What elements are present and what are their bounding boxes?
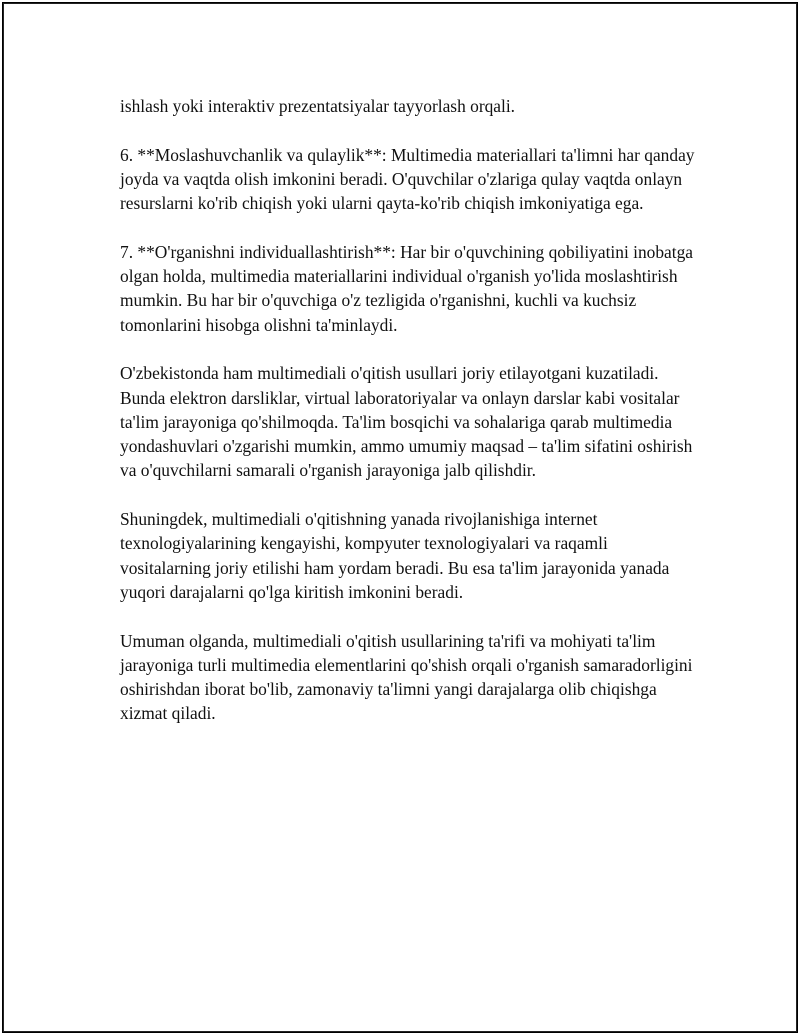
paragraph-item-6: 6. **Moslashuvchanlik va qulaylik**: Multimedia materiallari ta'limni har qanday joyda va vaqtda olish imkonini beradi. O'quvchilar o'zlariga qulay vaqtda onlayn resurslarni ko'rib chiqish yoki ularni qayta-ko'rib chiqish imkoniyatiga ega.	[120, 144, 695, 214]
document-body	[120, 94, 700, 750]
paragraph-uzbekistan: O'zbekistonda ham multimediali o'qitish usullari joriy etilayotgani kuzatiladi. Bunda elektron darsliklar, virtual laboratoriyalar va onlayn darslar kabi vositalar ta'lim jarayoniga qo'shilmoqda. Ta'lim bosqichi va sohalariga qarab multimedia yondashuvlari o'zgarishi mumkin, ammo umumiy maqsad – ta'lim sifatini oshirish va o'quvchilarni samarali o'rganish jarayoniga jalb qilishdir.	[120, 363, 693, 481]
paragraph-additionally: Shuningdek, multimediali o'qitishning yanada rivojlanishiga internet texnologiyalarining kengayishi, kompyuter texnologiyalari va raqamli vositalarning joriy etilishi ham yordam beradi. Bu esa ta'lim jarayonida yanada yuqori darajalarni qo'lga kiritish imkonini beradi.	[120, 509, 670, 602]
paragraph-item-7: 7. **O'rganishni individuallashtirish**: Har bir o'quvchining qobiliyatini inobatga olgan holda, multimedia materiallarini individual o'rganish yo'lida moslashtirish mumkin. Bu har bir o'quvchiga o'z tezligida o'rganishni, kuchli va kuchsiz tomonlarini hisobga olishni ta'minlaydi.	[120, 241, 694, 335]
paragraph-conclusion: Umuman olganda, multimediali o'qitish usullarining ta'rifi va mohiyati ta'lim jarayoniga turli multimedia elementlarini qo'shish orqali o'rganish samaradorligini oshirishdan iborat bo'lib, zamonaviy ta'limni yangi darajalarga olib chiqishga xizmat qiladi.	[120, 630, 693, 724]
paragraph-continuation: ishlash yoki interaktiv prezentatsiyalar tayyorlash orqali.	[120, 96, 516, 116]
document-page	[2, 2, 798, 1033]
